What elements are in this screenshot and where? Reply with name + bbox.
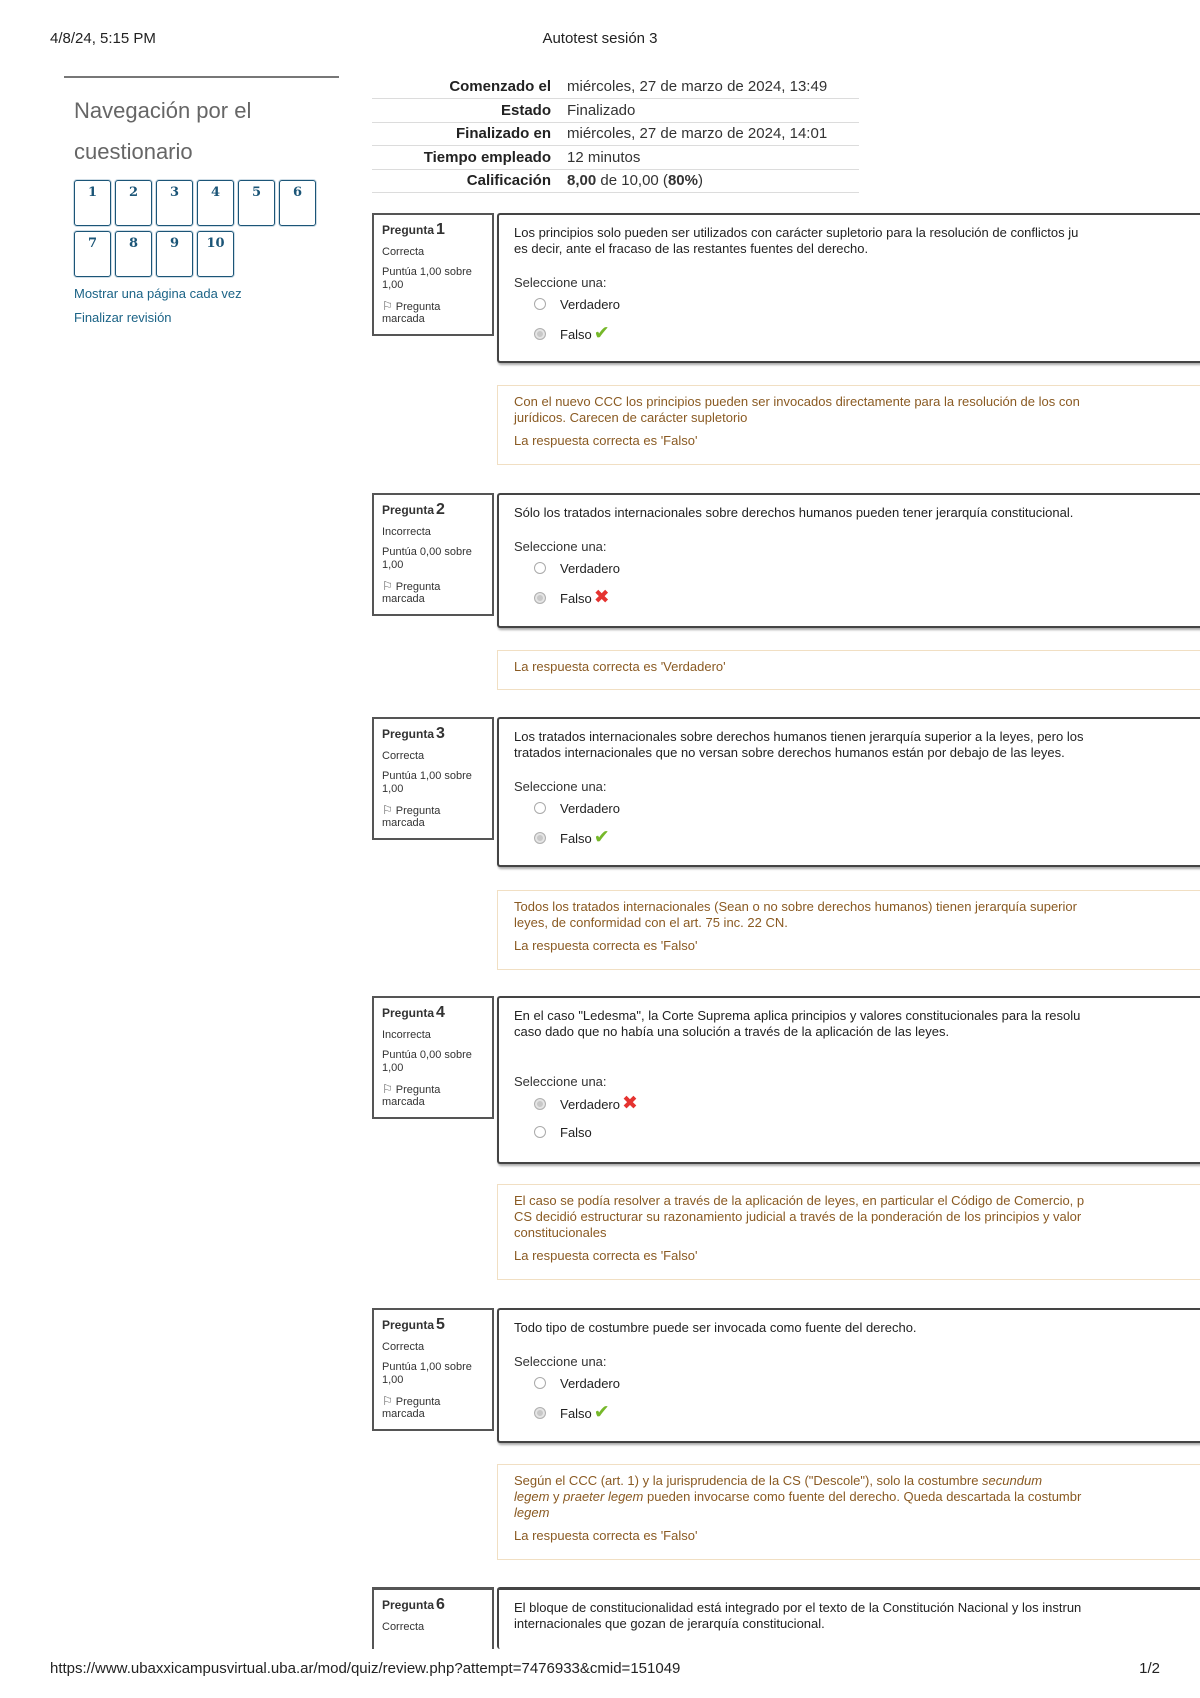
page-title: Autotest sesión 3	[542, 30, 658, 47]
question-number: Pregunta 1	[382, 221, 445, 238]
summary-row-started: Comenzado el miércoles, 27 de marzo de 2024, 13:49	[372, 75, 859, 99]
question-state: Correcta	[382, 750, 425, 762]
question-state: Correcta	[382, 246, 425, 258]
question-4-feedback	[497, 1184, 1200, 1280]
question-text: Todo tipo de costumbre puede ser invocada como fuente del derecho.	[514, 1320, 917, 1335]
question-text: En el caso "Ledesma", la Corte Suprema aplica principios y valores constitucionales para la resolu caso dado que no había una solución a través de la aplicación de las leyes.	[514, 1008, 1081, 1039]
summary-row-state: Estado Finalizado	[372, 99, 859, 123]
page-number: 1/2	[1139, 1660, 1160, 1677]
flag-question-button[interactable]: ⚐ Pregunta marcada	[382, 579, 441, 605]
question-nav-button-8[interactable]: 8	[115, 231, 152, 277]
question-nav-buttons	[64, 180, 324, 282]
flag-icon: ⚐	[382, 803, 393, 817]
option-true[interactable]: Verdadero	[534, 1369, 1200, 1398]
flag-icon: ⚐	[382, 1394, 393, 1408]
flag-icon: ⚐	[382, 1082, 393, 1096]
question-2-feedback	[497, 650, 1200, 690]
flag-icon: ⚐	[382, 299, 393, 313]
feedback-text: Según el CCC (art. 1) y la jurisprudencia de la CS ("Descole"), solo la costumbre secundum legem y praeter legem pueden invocarse como fuente del derecho. Queda descartada la costumbr legem	[514, 1473, 1082, 1520]
question-grade: Puntúa 1,00 sobre 1,00	[382, 266, 472, 291]
question-6-info	[372, 1587, 494, 1649]
option-false[interactable]: Falso	[534, 1118, 1200, 1147]
answer-prompt: Seleccione una:	[514, 1354, 607, 1369]
question-text: Sólo los tratados internacionales sobre derechos humanos pueden tener jerarquía constitucional.	[514, 505, 1074, 520]
cross-icon: ✖	[622, 1093, 638, 1114]
correct-answer: La respuesta correcta es 'Falso'	[514, 938, 698, 953]
page-url: https://www.ubaxxicampusvirtual.uba.ar/mod/quiz/review.php?attempt=7476933&cmid=151049	[50, 1660, 681, 1677]
question-1-info	[372, 213, 494, 336]
answer-prompt: Seleccione una:	[514, 539, 607, 554]
flag-icon: ⚐	[382, 579, 393, 593]
feedback-text: El caso se podía resolver a través de la aplicación de leyes, en particular el Código de Comercio, p CS decidió estructurar su razonamiento judicial a través de la ponderación de los principios y valor constitucionales	[514, 1193, 1085, 1240]
question-nav-button-2[interactable]: 2	[115, 180, 152, 226]
finish-review-link[interactable]: Finalizar revisión	[74, 310, 172, 325]
question-nav-button-7[interactable]: 7	[74, 231, 111, 277]
radio-icon[interactable]	[534, 802, 546, 814]
option-false[interactable]: Falso ✔	[534, 1398, 1200, 1427]
radio-icon[interactable]	[534, 562, 546, 574]
question-text: Los tratados internacionales sobre derechos humanos tienen jerarquía superior a la leyes, pero los tratados internacionales que no versan sobre derechos humanos están por debajo de las leyes.	[514, 729, 1084, 760]
question-3-info	[372, 717, 494, 840]
feedback-text: Todos los tratados internacionales (Sean o no sobre derechos humanos) tienen jerarquía superior leyes, de conformidad con el art. 75 inc. 22 CN.	[514, 899, 1077, 930]
question-state: Correcta	[382, 1621, 425, 1633]
radio-icon[interactable]	[534, 1377, 546, 1389]
question-text: Los principios solo pueden ser utilizados con carácter supletorio para la resolución de conflictos ju es decir, ante el fracaso de las restantes fuentes del derecho.	[514, 225, 1079, 256]
question-state: Correcta	[382, 1341, 425, 1353]
answer-prompt: Seleccione una:	[514, 275, 607, 290]
radio-icon[interactable]	[534, 298, 546, 310]
question-nav-button-4[interactable]: 4	[197, 180, 234, 226]
question-grade: Puntúa 0,00 sobre 1,00	[382, 546, 472, 571]
question-number: Pregunta 6	[382, 1596, 445, 1613]
question-text: El bloque de constitucionalidad está integrado por el texto de la Constitución Nacional y los instrun internacionales que gozan de jerarquía constitucional.	[514, 1600, 1082, 1631]
summary-row-time: Tiempo empleado 12 minutos	[372, 146, 859, 170]
question-number: Pregunta 3	[382, 725, 445, 742]
correct-answer: La respuesta correcta es 'Falso'	[514, 433, 698, 448]
question-1-content	[497, 213, 1200, 363]
flag-question-button[interactable]: ⚐ Pregunta marcada	[382, 1082, 441, 1108]
option-true[interactable]: Verdadero	[534, 794, 1200, 823]
question-number: Pregunta 2	[382, 501, 445, 518]
radio-checked-icon[interactable]	[534, 328, 546, 340]
check-icon: ✔	[593, 827, 610, 848]
summary-row-grade: Calificación 8,00 de 10,00 (80%)	[372, 169, 859, 193]
print-date: 4/8/24, 5:15 PM	[50, 30, 156, 47]
question-nav-button-10[interactable]: 10	[197, 231, 234, 277]
answer-prompt: Seleccione una:	[514, 1074, 607, 1089]
feedback-text: Con el nuevo CCC los principios pueden ser invocados directamente para la resolución de los con jurídicos. Carecen de carácter supletorio	[514, 394, 1080, 425]
question-nav-button-6[interactable]: 6	[279, 180, 316, 226]
question-nav-button-9[interactable]: 9	[156, 231, 193, 277]
correct-answer: La respuesta correcta es 'Verdadero'	[514, 659, 726, 674]
radio-checked-icon[interactable]	[534, 1098, 546, 1110]
question-3-content	[497, 717, 1200, 867]
option-true[interactable]: Verdadero	[534, 290, 1200, 319]
question-5-feedback	[497, 1464, 1200, 1560]
radio-checked-icon[interactable]	[534, 1407, 546, 1419]
cross-icon: ✖	[593, 587, 610, 608]
question-4-info	[372, 996, 494, 1119]
option-true[interactable]: Verdadero ✖	[534, 1089, 1200, 1118]
radio-icon[interactable]	[534, 1126, 546, 1138]
show-one-page-link[interactable]: Mostrar una página cada vez	[74, 286, 242, 301]
flag-question-button[interactable]: ⚐ Pregunta marcada	[382, 803, 441, 829]
attempt-summary-table	[372, 75, 859, 193]
question-5-content	[497, 1308, 1200, 1443]
summary-row-finished: Finalizado en miércoles, 27 de marzo de 2024, 14:01	[372, 122, 859, 146]
question-3-feedback	[497, 890, 1200, 970]
question-state: Incorrecta	[382, 1029, 431, 1041]
question-number: Pregunta 4	[382, 1004, 445, 1021]
option-true[interactable]: Verdadero	[534, 554, 1200, 583]
option-false[interactable]: Falso ✔	[534, 823, 1200, 852]
grade-value: 8,00 de 10,00 (80%)	[559, 169, 859, 193]
radio-checked-icon[interactable]	[534, 592, 546, 604]
question-nav-button-1[interactable]: 1	[74, 180, 111, 226]
check-icon: ✔	[593, 1402, 610, 1423]
answer-prompt: Seleccione una:	[514, 779, 607, 794]
correct-answer: La respuesta correcta es 'Falso'	[514, 1528, 698, 1543]
question-2-info	[372, 493, 494, 616]
radio-checked-icon[interactable]	[534, 832, 546, 844]
correct-answer: La respuesta correcta es 'Falso'	[514, 1248, 698, 1263]
option-false[interactable]: Falso ✖	[534, 583, 1200, 612]
quiz-navigation	[64, 76, 339, 330]
question-nav-button-3[interactable]: 3	[156, 180, 193, 226]
question-5-info	[372, 1308, 494, 1431]
question-state: Incorrecta	[382, 526, 431, 538]
quiz-navigation-title: Navegación por el cuestionario	[74, 98, 252, 164]
question-number: Pregunta 5	[382, 1316, 445, 1333]
question-6-content	[497, 1587, 1200, 1649]
check-icon: ✔	[593, 323, 610, 344]
question-1-feedback	[497, 385, 1200, 465]
question-2-content	[497, 493, 1200, 628]
question-grade: Puntúa 1,00 sobre 1,00	[382, 1361, 472, 1386]
flag-question-button[interactable]: ⚐ Pregunta marcada	[382, 1394, 441, 1420]
question-grade: Puntúa 0,00 sobre 1,00	[382, 1049, 472, 1074]
option-false[interactable]: Falso ✔	[534, 319, 1200, 348]
question-grade: Puntúa 1,00 sobre 1,00	[382, 770, 472, 795]
question-nav-button-5[interactable]: 5	[238, 180, 275, 226]
question-4-content	[497, 996, 1200, 1164]
flag-question-button[interactable]: ⚐ Pregunta marcada	[382, 299, 441, 325]
